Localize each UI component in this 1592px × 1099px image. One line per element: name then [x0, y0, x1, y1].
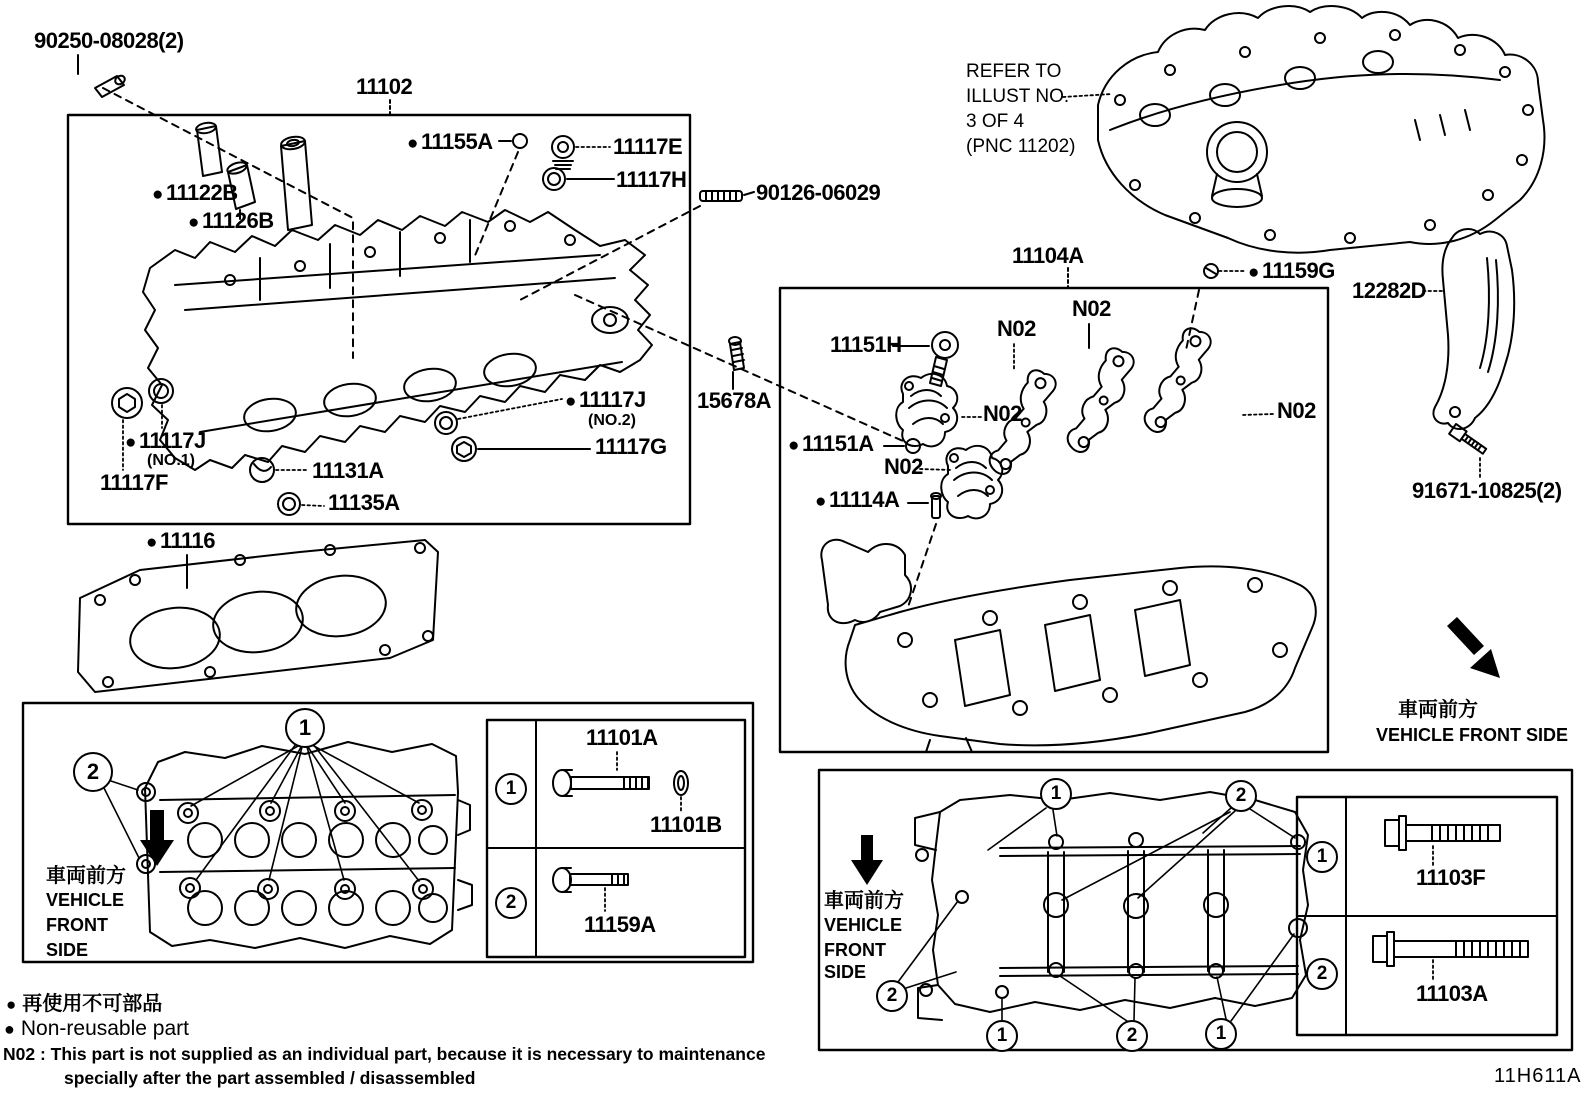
part-label-11117E: 11117E [613, 134, 683, 159]
plug-11117E-drawing [552, 136, 574, 169]
cylinder-block-lower-view [915, 792, 1308, 1020]
front-side-en1-mid: VEHICLE [824, 915, 903, 935]
part-label-11159G: 11159G [1261, 258, 1335, 283]
part-label-group-11126B [188, 210, 274, 232]
front-arrow-mid [851, 835, 883, 885]
bolt-11103F-drawing [1385, 816, 1500, 850]
non-reusable-dot: ● [188, 212, 199, 233]
ball-11155A-drawing [513, 134, 527, 148]
bolt-11103A-drawing [1373, 932, 1528, 966]
cylinder-head-drawing [143, 210, 652, 470]
part-label-11151A: 11151A [801, 431, 874, 456]
front-arrow-right [1447, 617, 1500, 678]
footnote-jp-text: 再使用不可部品 [22, 993, 163, 1015]
footnote-n02-line1: N02 : This part is not supplied as an individual part, because it is necessary to maintenance [3, 1044, 766, 1064]
part-label-group-11117J-no2 [565, 389, 646, 411]
washer-11101B-drawing [674, 771, 688, 795]
part-label-11117J-no1: 11117J [138, 428, 206, 453]
part-label-group-11155A [407, 131, 493, 153]
part-label-11126B: 11126B [201, 208, 274, 233]
refer-note-line2: ILLUST NO. [966, 86, 1070, 107]
dowel-pin-drawing [95, 74, 126, 97]
footnote-n02-line2: specially after the part assembled / disassembled [64, 1068, 476, 1088]
bolt-11159G-drawing [1204, 264, 1218, 278]
front-side-en1-left: VEHICLE [46, 890, 125, 910]
part-label-90250-08028: 90250-08028(2) [34, 28, 184, 53]
plug-11131A-drawing [250, 458, 274, 482]
footnote-en-text: Non-reusable part [20, 1017, 189, 1040]
legend1-callout-1: 1 [495, 773, 527, 805]
cam-cap-drawing-2 [1064, 344, 1139, 460]
bolt-11101A-drawing [553, 770, 649, 796]
part-label-11101B: 11101B [650, 812, 722, 837]
figure-code: 11H611A [1494, 1065, 1582, 1087]
part-label-12282D: 12282D [1352, 278, 1427, 303]
block-callout-1a: 1 [1040, 778, 1072, 810]
part-label-11102: 11102 [356, 74, 413, 99]
non-reusable-dot: ● [788, 435, 799, 456]
block-callout-2b: 2 [876, 980, 908, 1012]
part-label-n02-4: N02 [884, 454, 923, 479]
camshaft-housing-drawing [821, 540, 1315, 752]
bracket-12282D-drawing [1433, 229, 1514, 429]
part-label-11151H: 11151H [830, 332, 902, 357]
part-label-n02-1: N02 [997, 316, 1036, 341]
ring-11117H-drawing [543, 168, 565, 190]
part-label-group-11159G [1248, 260, 1335, 282]
part-label-11117G: 11117G [595, 434, 667, 459]
part-label-90126-06029: 90126-06029 [756, 180, 881, 205]
part-label-11101A: 11101A [586, 725, 658, 750]
rocker-support-drawing-2 [941, 446, 1002, 519]
refer-note-line4: (PNC 11202) [966, 136, 1076, 157]
head-gasket-drawing [78, 540, 438, 692]
footnote-en [4, 1018, 189, 1039]
legend1-callout-2: 2 [495, 887, 527, 919]
refer-note-line3: 3 OF 4 [966, 111, 1025, 132]
part-label-n02-5: N02 [1277, 398, 1316, 423]
plug-11117G-drawing [452, 437, 476, 461]
part-label-11159A: 11159A [584, 912, 656, 937]
callout-1: 1 [285, 708, 325, 748]
part-label-11104A: 11104A [1012, 243, 1084, 268]
cam-cap-drawing-3 [1141, 324, 1216, 440]
rocker-support-drawing [896, 374, 957, 447]
part-label-11155A: 11155A [420, 129, 493, 154]
pin-11114A-drawing [931, 493, 941, 518]
part-label-n02-3: N02 [983, 401, 1022, 426]
block-callout-1b: 1 [986, 1020, 1018, 1052]
plug-11135A-drawing [278, 493, 300, 515]
part-label-11135A: 11135A [328, 490, 400, 515]
part-label-91671-10825: 91671-10825(2) [1412, 478, 1562, 503]
footnote-jp [6, 994, 162, 1014]
part-label-11117H: 11117H [616, 167, 687, 192]
non-reusable-dot: ● [6, 995, 17, 1014]
non-reusable-dot: ● [407, 133, 418, 154]
non-reusable-dot: ● [815, 491, 826, 512]
front-side-jp-right: 車両前方 [1398, 699, 1478, 721]
part-label-11117F: 11117F [100, 470, 168, 495]
part-label-11116: 11116 [159, 528, 216, 553]
non-reusable-dot: ● [565, 391, 576, 412]
legend2-callout-1: 1 [1306, 841, 1338, 873]
front-side-en2-mid: FRONT [824, 940, 886, 960]
part-label-group-11151A [788, 433, 874, 455]
cylinder-head-cover-drawing [1098, 6, 1544, 253]
block-callout-1c: 1 [1205, 1018, 1237, 1050]
callout-lines-block [898, 808, 1295, 1021]
part-label-11103A: 11103A [1416, 981, 1488, 1006]
block-bolt-tightening-box [819, 770, 1572, 1050]
plug-11117F-drawing [112, 388, 142, 418]
part-label-15678A: 15678A [697, 388, 772, 413]
refer-note-line1: REFER TO [966, 61, 1062, 82]
front-side-en3-left: SIDE [46, 940, 89, 960]
non-reusable-dot: ● [152, 184, 163, 205]
front-side-jp-left: 車両前方 [46, 865, 126, 887]
part-sublabel-no2: (NO.2) [588, 412, 636, 429]
non-reusable-dot: ● [4, 1019, 15, 1039]
front-side-jp-mid: 車両前方 [824, 890, 904, 912]
block-callout-2c: 2 [1116, 1020, 1148, 1052]
non-reusable-dot: ● [125, 432, 136, 453]
part-label-11114A: 11114A [828, 487, 900, 512]
non-reusable-dot: ● [146, 532, 157, 553]
part-label-n02-2: N02 [1072, 296, 1111, 321]
oring-11117J-no2-drawing [435, 412, 457, 434]
callout-2: 2 [73, 752, 113, 792]
part-label-11131A: 11131A [312, 458, 384, 483]
part-sublabel-no1: (NO.1) [147, 452, 195, 469]
stud-90126-drawing [700, 191, 742, 201]
part-label-group-11122B [152, 182, 238, 204]
bolt-11159A-drawing [553, 868, 628, 892]
front-side-en-right: VEHICLE FRONT SIDE [1376, 725, 1569, 745]
part-label-group-11117J-no1 [125, 430, 206, 452]
part-label-group-11114A [815, 489, 899, 511]
part-label-group-11116 [146, 530, 215, 552]
non-reusable-dot: ● [1248, 262, 1259, 283]
block-callout-2a: 2 [1225, 780, 1257, 812]
part-label-11122B: 11122B [165, 180, 238, 205]
part-label-11103F: 11103F [1416, 865, 1486, 890]
legend2-callout-2: 2 [1306, 958, 1338, 990]
front-side-en3-mid: SIDE [824, 962, 867, 982]
front-side-en2-left: FRONT [46, 915, 108, 935]
part-label-11117J-no2: 11117J [578, 387, 646, 412]
cylinder-head-top-view [145, 742, 472, 948]
